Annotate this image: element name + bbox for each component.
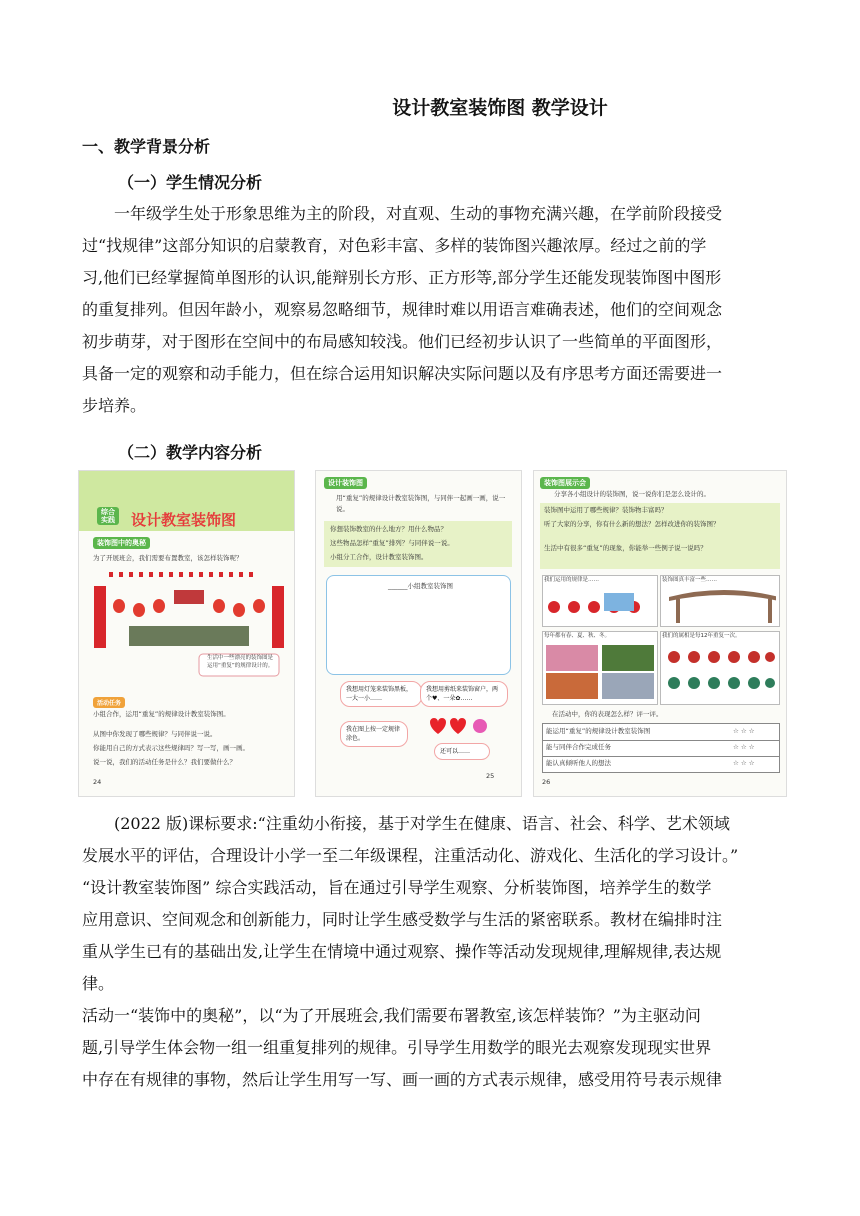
intro-text: 用“重复”的规律设计教室装饰图，与同伴一起画一画，说一说。 <box>336 494 506 513</box>
question-text: 为了开展班会，我们需要布置教室，该怎样装饰呢？ <box>93 554 243 562</box>
example-caption: 我们运用的规律是…… <box>544 577 600 583</box>
bullet-item: 听了大家的分享，你有什么新的想法？怎样改进你的装饰图？ <box>544 520 720 528</box>
evaluation-heading: 在活动中，你的表现怎么样？评一评。 <box>552 710 663 718</box>
speech-bubble: 我想用剪纸来装饰窗户，两个♥、一朵✿…… <box>420 681 508 707</box>
page-number: 26 <box>542 778 551 786</box>
paragraph-student-analysis <box>82 198 782 422</box>
paragraph-activity-one <box>82 1000 782 1096</box>
textbook-page-26 <box>533 470 787 797</box>
table-cell: 能运用“重复”的规律设计教室装饰图 <box>546 727 651 735</box>
rating-stars: ☆ ☆ ☆ <box>733 743 755 751</box>
example-caption: 装饰图真丰富一些…… <box>662 577 718 583</box>
text-line: 具备一定的观察和动手能力，但在综合运用知识解决实际问题以及有序思考方面还需要进一 <box>82 364 723 383</box>
design-area-label: ______小组教室装饰图 <box>388 582 453 590</box>
decoration-photos <box>544 587 776 625</box>
text-line: 过“找规律”这部分知识的启蒙教育，对色彩丰富、多样的装饰图兴趣浓厚。经过之前的学 <box>82 236 707 255</box>
subsection-heading-2: （二）教学内容分析 <box>118 443 263 462</box>
bullet-item: 你想装饰教室的什么地方？用什么物品？ <box>330 525 447 533</box>
text-line: 应用意识、空间观念和创新能力，同时让学生感受数学与生活的紧密联系。教材在编排时注 <box>82 910 723 929</box>
activity-task-text: 小组合作，运用“重复”的规律设计教室装饰图。 <box>93 710 230 718</box>
speech-bubble: 还可以…… <box>434 743 490 760</box>
bullet-item: 这些物品怎样“重复”排列？与同伴说一说。 <box>330 539 454 547</box>
page-title: 设计教室装饰图 <box>131 511 237 529</box>
bullet-item: 装饰图中运用了哪些规律？装饰物丰富吗？ <box>544 506 668 514</box>
table-cell: 能认真倾听他人的想法 <box>546 759 611 767</box>
text-line: 活动一“装饰中的奥秘”，以“为了开展班会,我们需要布署教室,该怎样装饰？”为主驱动问 <box>82 1006 701 1025</box>
example-caption: 我们的属相是每12年重复一次。 <box>662 633 741 639</box>
text-line: 中存在有规律的事物，然后让学生用写一写、画一画的方式表示规律，感受用符号表示规律 <box>82 1070 723 1089</box>
rating-stars: ☆ ☆ ☆ <box>733 727 755 735</box>
speech-bubble: 我在图上按一定规律涂色。 <box>340 721 408 747</box>
page-number: 25 <box>486 772 495 780</box>
textbook-pages-figure <box>78 470 785 795</box>
text-line: 发展水平的评估，合理设计小学一至二年级课程，注重活动化、游戏化、生活化的学习设计。” <box>82 846 739 865</box>
comprehensive-practice-tag: 综合 实践 <box>97 507 119 525</box>
text-line: 的重复排列。但因年龄小，观察易忽略细节，规律时难以用语言难确表述，他们的空间观念 <box>82 300 723 319</box>
page-number: 24 <box>93 778 102 786</box>
table-row <box>543 724 779 741</box>
text-line: 题,引导学生体会物一组一组重复排列的规律。引导学生用数学的眼光去观察发现现实世界 <box>82 1038 712 1057</box>
text-line: 初步萌芽，对于图形在空间中的布局感知较浅。他们已经初步认识了一些简单的平面图形， <box>82 332 723 351</box>
rating-stars: ☆ ☆ ☆ <box>733 759 755 767</box>
activity-task-tag: 活动任务 <box>93 697 125 708</box>
table-row <box>543 740 779 757</box>
paragraph-content-analysis <box>82 808 782 1000</box>
text-line: “设计教室装饰图” 综合实践活动，旨在通过引导学生观察、分析装饰图，培养学生的数学 <box>82 878 712 897</box>
textbook-page-25 <box>315 470 522 797</box>
table-row <box>543 756 779 772</box>
table-cell: 能与同伴合作完成任务 <box>546 743 611 751</box>
bullet-item: 说一说，我们的活动任务是什么？我们要做什么？ <box>93 758 236 766</box>
intro-text: 分享各小组设计的装饰图，说一说你们是怎么设计的。 <box>554 490 710 498</box>
textbook-page-24 <box>78 470 295 797</box>
seasons-zodiac-photos <box>544 643 776 701</box>
evaluation-table <box>542 723 780 773</box>
subsection-heading-1: （一）学生情况分析 <box>118 173 263 192</box>
note-bubble: 生活中一些漂亮的装饰图是运用“重复”的规律设计的。 <box>207 655 274 669</box>
text-line: 一年级学生处于形象思维为主的阶段，对直观、生动的事物充满兴趣，在学前阶段接受 <box>82 204 723 223</box>
section-tag: 设计装饰图 <box>324 477 367 489</box>
text-line: 步培养。 <box>82 396 147 415</box>
text-line: (2022 版)课标要求:“注重幼小衔接，基于对学生在健康、语言、社会、科学、艺术领域 <box>82 814 730 833</box>
section-tag: 装饰图中的奥秘 <box>93 537 150 549</box>
document-title: 设计教室装饰图 教学设计 <box>392 97 608 119</box>
speech-bubble: 我想用灯笼来装饰黑板，一大一小…… <box>340 681 422 707</box>
section-tag: 装饰图展示会 <box>540 477 590 489</box>
text-line: 律。 <box>82 974 115 993</box>
hearts-flower-pattern <box>422 716 502 736</box>
section-heading-1: 一、教学背景分析 <box>82 137 211 156</box>
bullet-item: 从图中你发现了哪些规律？与同伴说一说。 <box>93 730 217 738</box>
bullet-item: 小组分工合作，设计教室装饰图。 <box>330 553 428 561</box>
text-line: 重从学生已有的基础出发,让学生在情境中通过观察、操作等活动发现规律,理解规律,表达规 <box>82 942 722 961</box>
example-caption: 每年都有春、夏、秋、冬。 <box>544 633 611 639</box>
bullet-item: 你能用自己的方式表示这些规律吗？写一写，画一画。 <box>93 744 249 752</box>
text-line: 习,他们已经掌握简单图形的认识,能辩别长方形、正方形等,部分学生还能发现装饰图中图形 <box>82 268 722 287</box>
bullet-item: 生活中有很多“重复”的现象，你能举一些例子说一说吗？ <box>544 544 707 552</box>
